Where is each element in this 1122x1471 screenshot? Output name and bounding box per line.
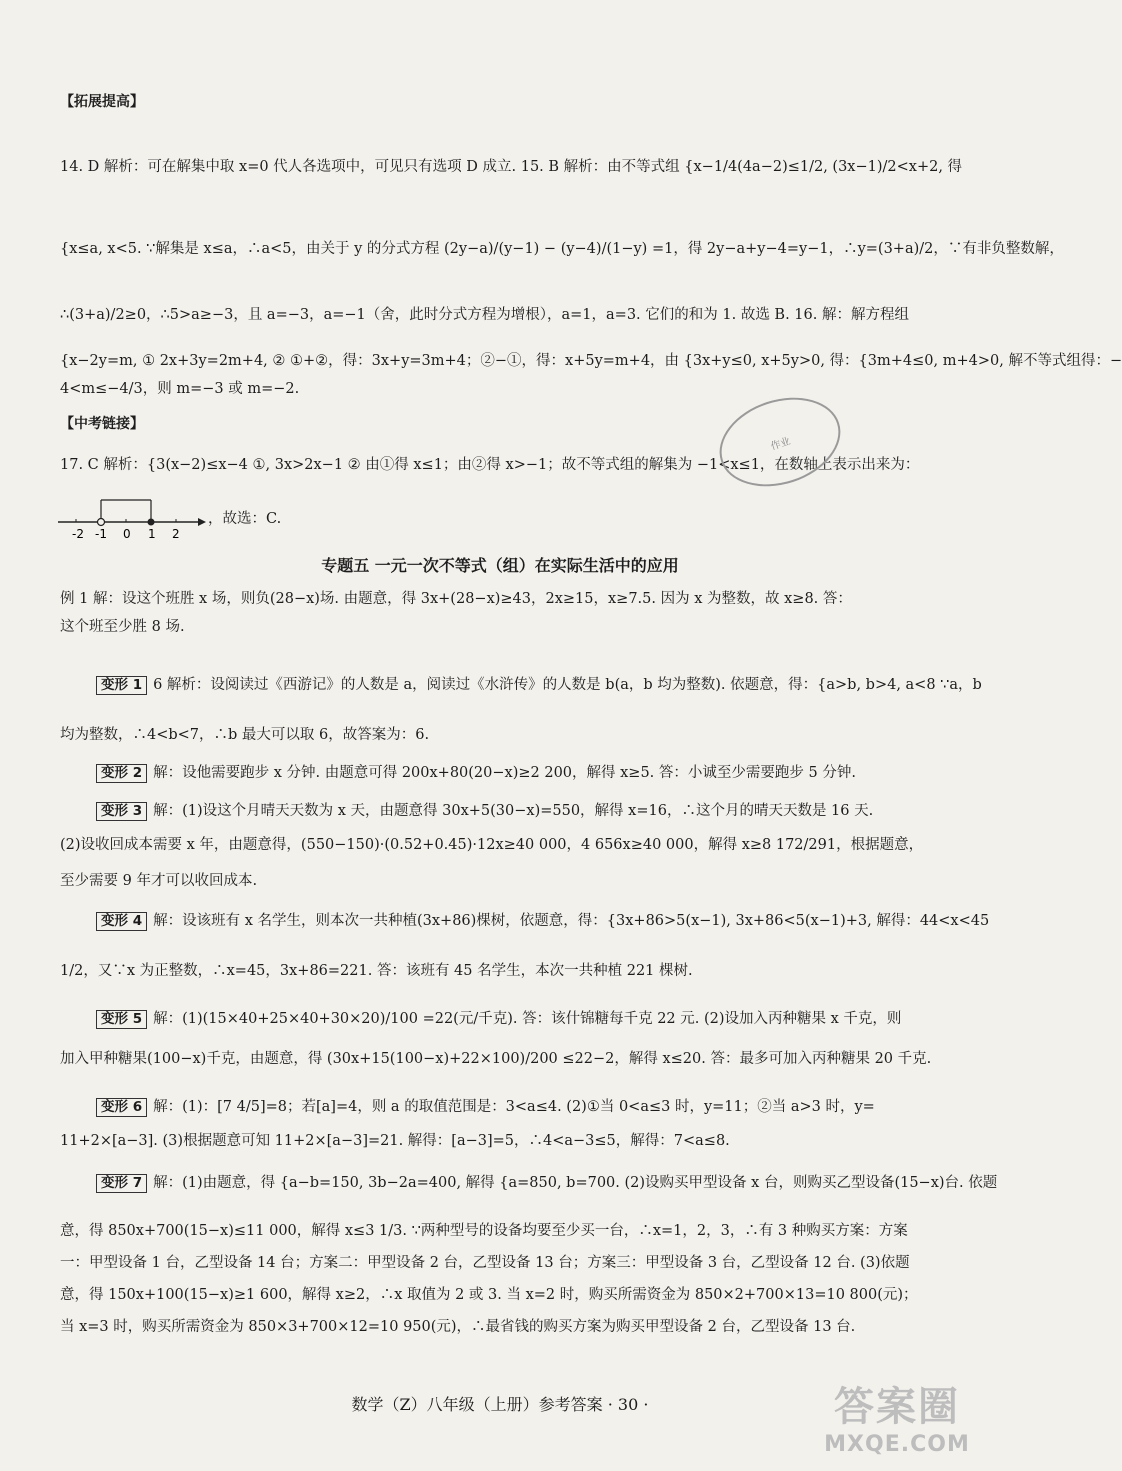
variant-3-tag: 变形 3 <box>96 802 147 821</box>
variant-7-text: 解：(1)由题意，得 {a−b=150, 3b−2a=400, 解得 {a=850, b=700. (2)设购买甲型设备 x 台，则购买乙型设备(15−x)台. 依题 <box>153 1175 998 1191</box>
variant-7-line5: 当 x=3 时，购买所需资金为 850×3+700×12=10 950(元)，∴最省钱的购买方案为购买甲型设备 2 台，乙型设备 13 台. <box>60 1319 856 1335</box>
variant-1-text: 6 解析：设阅读过《西游记》的人数是 a，阅读过《水浒传》的人数是 b(a，b 均为整数). 依题意，得：{a>b, b>4, a<8 ∵a，b <box>153 677 982 693</box>
variant-3-line1 <box>96 802 942 821</box>
variant-2-tag: 变形 2 <box>96 764 147 783</box>
variant-7-line1 <box>96 1174 998 1193</box>
example-1-line1: 例 1 解：设这个班胜 x 场，则负(28−x)场. 由题意，得 3x+(28−x)≥43，2x≥15，x≥7.5. 因为 x 为整数，故 x≥8. 答： <box>60 591 852 607</box>
variant-7-line3: 一：甲型设备 1 台，乙型设备 14 台；方案二：甲型设备 2 台，乙型设备 13 台；方案三：甲型设备 3 台，乙型设备 12 台. (3)依题 <box>60 1255 910 1271</box>
variant-5-line2: 加入甲种糖果(100−x)千克，由题意，得 (30x+15(100−x)+22×100)/200 ≤22−2，解得 x≤20. 答：最多可加入丙种糖果 20 千克. <box>60 1051 932 1067</box>
homework-stamp: 作业 <box>708 383 852 501</box>
section-extend-title: 【拓展提高】 <box>60 94 144 110</box>
section-exam-title: 【中考链接】 <box>60 416 144 432</box>
solution-17-answer: ，故选：C. <box>208 511 282 527</box>
variant-4-line1 <box>96 912 990 931</box>
solution-17: 17. C 解析：{3(x−2)≤x−4 ①, 3x>2x−1 ② 由①得 x≤1；由②得 x>−1；故不等式组的解集为 −1<x≤1，在数轴上表示出来为： <box>60 457 920 473</box>
solution-16-line1: {x−2y=m, ① 2x+3y=2m+4, ② ①+②，得：3x+y=3m+4；②−①，得：x+5y=m+4，由 {3x+y≤0, x+5y>0, 得：{3m+4≤0, m+4>0, 解不等式组得：− <box>60 353 1122 369</box>
variant-5-line1 <box>96 1010 942 1029</box>
variant-4-tag: 变形 4 <box>96 912 147 931</box>
variant-7-tag: 变形 7 <box>96 1174 147 1193</box>
variant-1-line2: 均为整数，∴4<b<7，∴b 最大可以取 6，故答案为：6. <box>60 727 430 743</box>
solution-16-line2: 4<m≤−4/3，则 m=−3 或 m=−2. <box>60 381 300 397</box>
variant-3-line3: 至少需要 9 年才可以收回成本. <box>60 873 258 889</box>
variant-3-text: 解：(1)设这个月晴天天数为 x 天，由题意得 30x+5(30−x)=550，解得 x=16，∴这个月的晴天天数是 16 天. <box>153 803 874 819</box>
variant-5-tag: 变形 5 <box>96 1010 147 1029</box>
variant-6-line2: 11+2×[a−3]. (3)根据题意可知 11+2×[a−3]=21. 解得：[a−3]=5，∴4<a−3≤5，解得：7<a≤8. <box>60 1133 730 1149</box>
tick-label: -2 <box>72 527 84 541</box>
tick-label: 0 <box>123 527 131 541</box>
variant-5-text: 解：(1)(15×40+25×40+30×20)/100 =22(元/千克). 答：该什锦糖每千克 22 元. (2)设加入丙种糖果 x 千克，则 <box>153 1011 902 1027</box>
variant-4-line2: 1/2，又∵x 为正整数，∴x=45，3x+86=221. 答：该班有 45 名学生，本次一共种植 221 棵树. <box>60 963 693 979</box>
watermark-logo: 答案圈 MXQE.COM <box>824 1384 970 1457</box>
variant-6-tag: 变形 6 <box>96 1098 147 1117</box>
solution-14-15: 14. D 解析：可在解集中取 x=0 代人各选项中，可见只有选项 D 成立. 15. B 解析：由不等式组 {x−1/4(4a−2)≤1/2, (3x−1)/2<x+2, 得 <box>60 159 963 175</box>
variant-1-tag: 变形 1 <box>96 676 147 695</box>
page-footer: 数学（Z）八年级（上册）参考答案 · 30 · <box>351 1395 649 1414</box>
example-1-line2: 这个班至少胜 8 场. <box>60 619 185 635</box>
variant-4-text: 解：设该班有 x 名学生，则本次一共种植(3x+86)棵树，依题意，得：{3x+86>5(x−1), 3x+86<5(x−1)+3, 解得：44<x<45 <box>153 913 990 929</box>
variant-2 <box>96 764 942 783</box>
tick-label: 2 <box>172 527 180 541</box>
solution-15-line2: {x≤a, x<5. ∵解集是 x≤a，∴a<5，由关于 y 的分式方程 (2y−a)/(y−1) − (y−4)/(1−y) =1，得 2y−a+y−4=y−1，∴y=(3+a)/2，∵有非负整数解， <box>60 241 1064 257</box>
tick-label: 1 <box>148 527 156 541</box>
variant-7-line2: 意，得 850x+700(15−x)≤11 000，解得 x≤3 1/3. ∵两种型号的设备均要至少买一台，∴x=1，2，3，∴有 3 种购买方案：方案 <box>60 1223 908 1239</box>
variant-6-text: 解：(1)：[7 4/5]=8；若[a]=4，则 a 的取值范围是：3<a≤4. (2)①当 0<a≤3 时，y=11；②当 a>3 时，y= <box>153 1099 875 1115</box>
chapter-title: 专题五 一元一次不等式（组）在实际生活中的应用 <box>321 556 679 575</box>
number-line-diagram <box>58 492 208 544</box>
variant-2-text: 解：设他需要跑步 x 分钟. 由题意可得 200x+80(20−x)≥2 200，解得 x≥5. 答：小诚至少需要跑步 5 分钟. <box>153 765 856 781</box>
variant-7-line4: 意，得 150x+100(15−x)≥1 600，解得 x≥2，∴x 取值为 2 或 3. 当 x=2 时，购买所需资金为 850×2+700×13=10 800(元)； <box>60 1287 918 1303</box>
tick-label: -1 <box>95 527 107 541</box>
variant-1-line1 <box>96 676 982 695</box>
variant-3-line2: (2)设收回成本需要 x 年，由题意得，(550−150)·(0.52+0.45)·12x≥40 000，4 656x≥40 000，解得 x≥8 172/291，根据题意， <box>60 837 924 853</box>
variant-6-line1 <box>96 1098 942 1117</box>
solution-15-line3: ∴(3+a)/2≥0，∴5>a≥−3，且 a=−3，a=−1（舍，此时分式方程为增根），a=1，a=3. 它们的和为 1. 故选 B. 16. 解：解方程组 <box>60 307 909 323</box>
